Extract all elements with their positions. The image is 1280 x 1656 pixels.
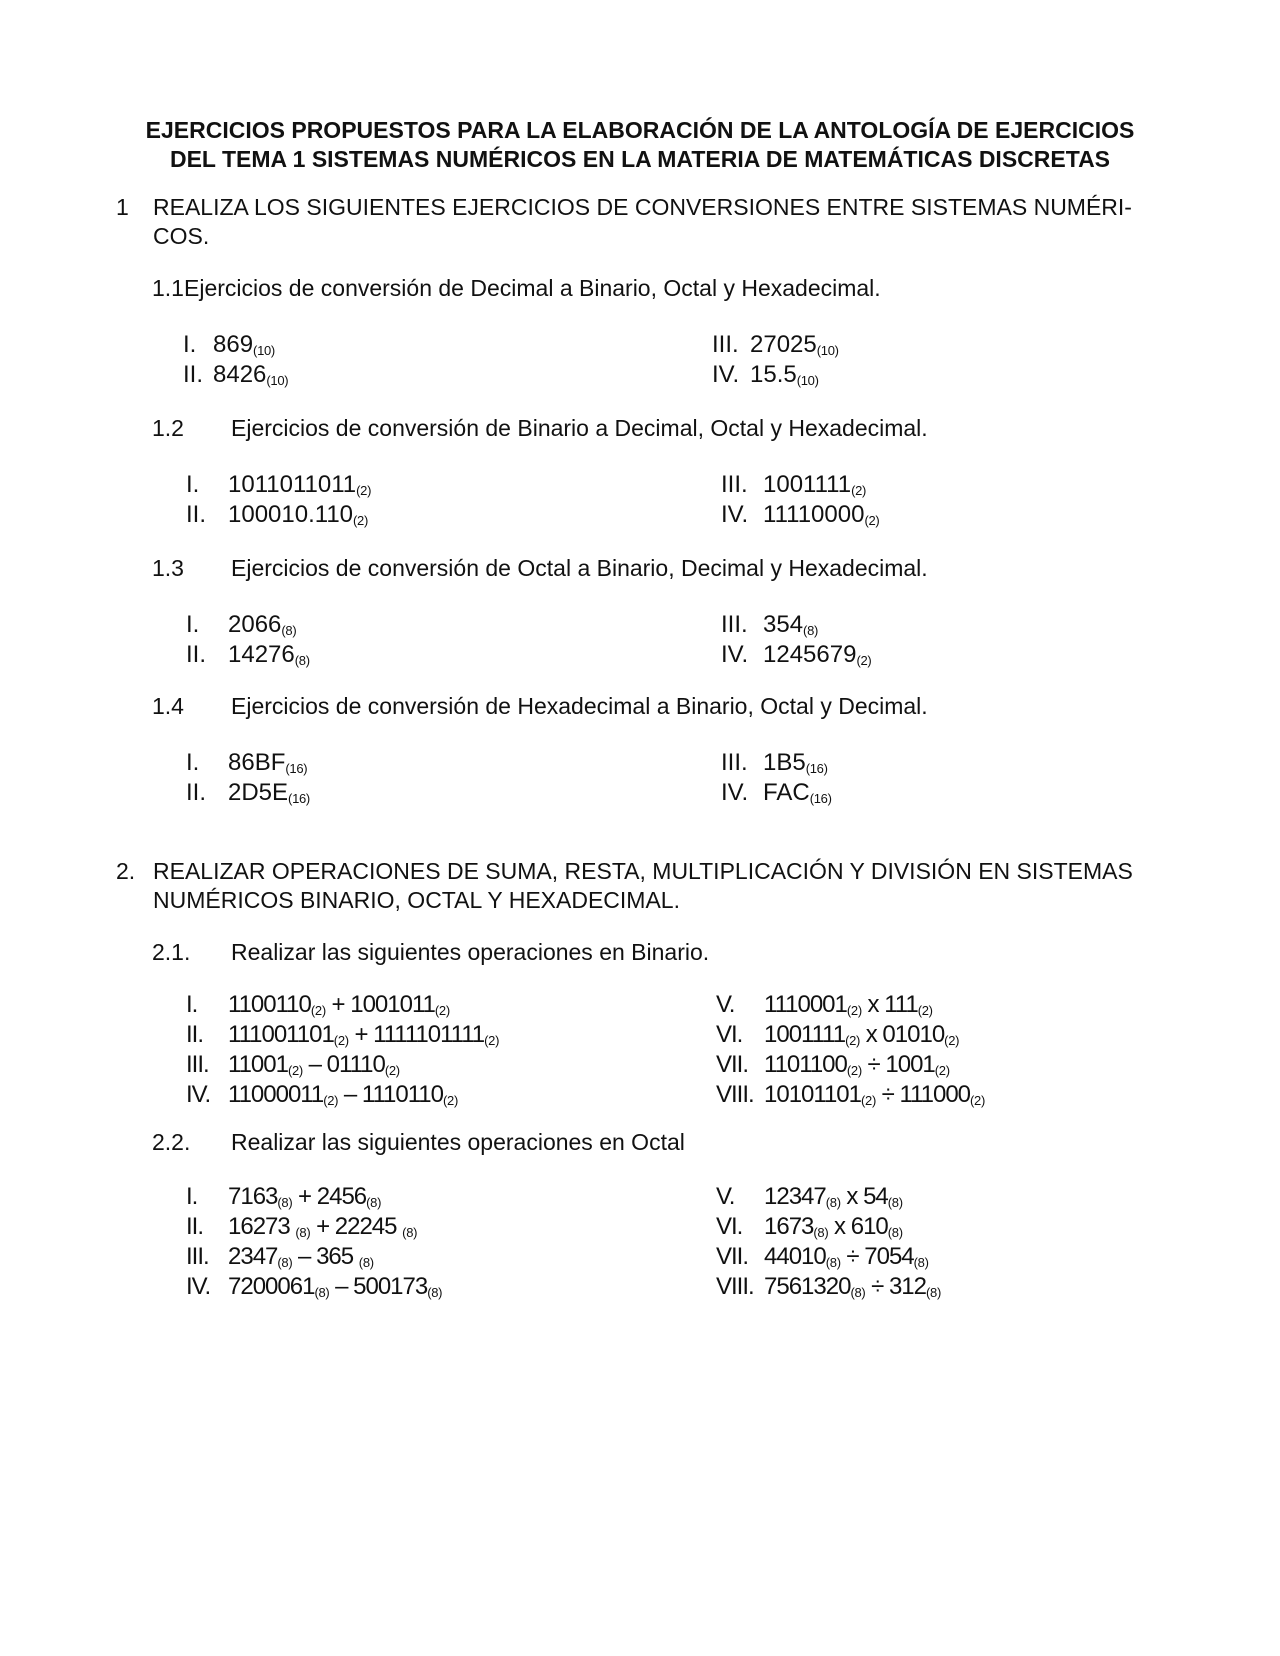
exercise-value xyxy=(764,1243,929,1270)
subsection-1-2-heading xyxy=(152,414,928,443)
subsection-number: 2.1. xyxy=(152,939,191,965)
subsection-1-1-heading xyxy=(152,274,881,303)
exercise-numeral: IV. xyxy=(721,501,749,528)
section-text xyxy=(153,857,1193,915)
exercise-numeral: VII. xyxy=(716,1243,749,1270)
number-base-subscript: (8) xyxy=(926,1285,941,1300)
exercise-value xyxy=(764,1273,941,1300)
exercise-item xyxy=(716,990,985,1020)
exercise-numeral: IV. xyxy=(186,1273,211,1300)
exercise-list-1-1-right xyxy=(712,330,839,390)
section-text-line-1: REALIZAR OPERACIONES DE SUMA, RESTA, MULTIPLICACIÓN Y DIVISIÓN EN SISTEMAS xyxy=(153,858,1133,884)
number-value: 2D5E xyxy=(228,779,289,806)
subsection-1-4-heading xyxy=(152,692,928,721)
section-number: 1 xyxy=(116,194,129,220)
number-base-subscript: (8) xyxy=(850,1285,866,1300)
subsection-number: 2.2. xyxy=(152,1129,191,1155)
subsection-number: 1.4 xyxy=(152,693,184,719)
exercise-numeral: V. xyxy=(716,1183,735,1210)
number-value: 354 xyxy=(763,611,804,638)
number-value: 11001 xyxy=(228,1051,288,1078)
number-value: – 500173 xyxy=(329,1273,428,1300)
exercise-numeral: II. xyxy=(186,641,207,668)
exercise-numeral: III. xyxy=(721,611,748,638)
exercise-item xyxy=(186,1182,442,1212)
exercise-item xyxy=(186,500,371,530)
exercise-item xyxy=(716,1212,941,1242)
exercise-value xyxy=(763,611,818,638)
title-line-1: EJERCICIOS PROPUESTOS PARA LA ELABORACIÓN DE LA ANTOLOGÍA DE EJERCICIOS xyxy=(145,117,1135,143)
number-base-subscript: (2) xyxy=(384,1063,400,1078)
exercise-value xyxy=(213,331,275,358)
number-base-subscript: (8) xyxy=(427,1285,443,1300)
number-value: ÷ 1001 xyxy=(861,1051,935,1078)
exercise-item xyxy=(716,1182,941,1212)
exercise-value xyxy=(228,1213,417,1240)
number-base-subscript: (2) xyxy=(861,1093,876,1108)
number-value: 1001111 xyxy=(763,471,852,498)
exercise-value xyxy=(228,501,368,528)
number-value: ÷ 312 xyxy=(865,1273,926,1300)
exercise-numeral: I. xyxy=(183,331,197,358)
exercise-item xyxy=(183,360,288,390)
exercise-numeral: I. xyxy=(186,1183,198,1210)
number-base-subscript: (8) xyxy=(813,1225,829,1240)
exercise-item xyxy=(186,470,371,500)
number-value: 7163 xyxy=(228,1183,278,1210)
exercise-list-2-1-left xyxy=(186,990,499,1110)
number-value: 7200061 xyxy=(228,1273,315,1300)
exercise-numeral: III. xyxy=(712,331,739,358)
exercise-numeral: II. xyxy=(186,1213,204,1240)
exercise-value xyxy=(228,1021,499,1048)
title-line-2: DEL TEMA 1 SISTEMAS NUMÉRICOS EN LA MATERIA DE MATEMÁTICAS DISCRETAS xyxy=(169,146,1111,172)
number-value: 100010.110 xyxy=(228,501,354,528)
number-base-subscript: (8) xyxy=(366,1195,382,1210)
exercise-value xyxy=(750,331,839,358)
number-base-subscript: (2) xyxy=(443,1093,458,1108)
exercise-numeral: IV. xyxy=(712,361,740,388)
number-value: 27025 xyxy=(750,331,817,358)
exercise-item xyxy=(186,1080,499,1110)
number-base-subscript: (2) xyxy=(310,1003,326,1018)
exercise-value xyxy=(764,1183,903,1210)
number-base-subscript: (8) xyxy=(825,1255,841,1270)
exercise-value xyxy=(228,991,450,1018)
number-value: 86BF xyxy=(228,749,286,776)
exercise-list-2-1-right xyxy=(716,990,985,1110)
number-value: 44010 xyxy=(764,1243,826,1270)
section-text xyxy=(153,193,1193,251)
number-value: – 01110 xyxy=(302,1051,385,1078)
exercise-numeral: VI. xyxy=(716,1021,743,1048)
section-text-line-1: REALIZA LOS SIGUIENTES EJERCICIOS DE CONVERSIONES ENTRE SISTEMAS NUMÉRI- xyxy=(153,194,1132,220)
number-base-subscript: (8) xyxy=(281,623,297,638)
exercise-item xyxy=(721,640,871,670)
exercise-list-2-2-right xyxy=(716,1182,941,1302)
number-value: + 22245 xyxy=(310,1213,403,1240)
number-value: 1B5 xyxy=(763,749,806,776)
exercise-numeral: IV. xyxy=(721,641,749,668)
exercise-list-1-2-left xyxy=(186,470,371,530)
number-value: 1245679 xyxy=(763,641,857,668)
exercise-item xyxy=(716,1050,985,1080)
exercise-numeral: II. xyxy=(186,779,207,806)
number-base-subscript: (8) xyxy=(887,1195,903,1210)
exercise-item xyxy=(186,990,499,1020)
exercise-item xyxy=(712,330,839,360)
number-base-subscript: (2) xyxy=(287,1063,303,1078)
exercise-value xyxy=(228,749,307,776)
subsection-text: Ejercicios de conversión de Octal a Binario, Decimal y Hexadecimal. xyxy=(231,555,928,581)
subsection-text: Ejercicios de conversión de Hexadecimal a Binario, Octal y Decimal. xyxy=(231,693,928,719)
exercise-numeral: IV. xyxy=(721,779,749,806)
number-value: 12347 xyxy=(764,1183,826,1210)
exercise-item xyxy=(186,1242,442,1272)
exercise-value xyxy=(228,641,310,668)
exercise-list-1-3-right xyxy=(721,610,871,670)
exercise-value xyxy=(228,1183,381,1210)
number-base-subscript: (2) xyxy=(970,1093,986,1108)
exercise-value xyxy=(228,1051,400,1078)
number-base-subscript: (2) xyxy=(846,1003,862,1018)
number-value: 1001111 xyxy=(764,1021,846,1048)
exercise-item xyxy=(186,1020,499,1050)
exercise-list-2-2-left xyxy=(186,1182,442,1302)
number-value: + 1111101111 xyxy=(348,1021,485,1048)
exercise-item xyxy=(721,610,871,640)
exercise-numeral: III. xyxy=(186,1243,209,1270)
exercise-value xyxy=(763,471,866,498)
exercise-value xyxy=(228,611,296,638)
exercise-item xyxy=(186,1272,442,1302)
number-base-subscript: (2) xyxy=(356,483,372,498)
number-base-subscript: (8) xyxy=(277,1195,293,1210)
number-value: 2066 xyxy=(228,611,282,638)
number-value: 1673 xyxy=(764,1213,814,1240)
exercise-numeral: VII. xyxy=(716,1051,749,1078)
exercise-value xyxy=(228,1243,374,1270)
exercise-value xyxy=(763,501,879,528)
number-value: 16273 xyxy=(228,1213,296,1240)
exercise-numeral: I. xyxy=(186,991,198,1018)
exercise-numeral: IV. xyxy=(186,1081,211,1108)
number-value: 1011011011 xyxy=(228,471,357,498)
exercise-value xyxy=(228,779,310,806)
number-value: + 1001011 xyxy=(325,991,435,1018)
exercise-value xyxy=(228,1081,458,1108)
exercise-item xyxy=(186,748,310,778)
number-base-subscript: (2) xyxy=(434,1003,450,1018)
number-value: FAC xyxy=(763,779,810,806)
number-value: – 1110110 xyxy=(338,1081,443,1108)
number-base-subscript: (2) xyxy=(864,513,880,528)
exercise-value xyxy=(764,1081,985,1108)
number-value: 1100110 xyxy=(228,991,311,1018)
exercise-value xyxy=(228,1273,442,1300)
exercise-item xyxy=(186,640,310,670)
number-value: x 610 xyxy=(828,1213,888,1240)
section-number: 2. xyxy=(116,858,136,884)
number-value: 10101101 xyxy=(764,1081,861,1108)
number-base-subscript: (8) xyxy=(913,1255,929,1270)
number-base-subscript: (2) xyxy=(944,1033,960,1048)
exercise-value xyxy=(750,361,819,388)
exercise-list-1-4-left xyxy=(186,748,310,808)
exercise-item xyxy=(716,1242,941,1272)
exercise-numeral: III. xyxy=(721,471,748,498)
exercise-item xyxy=(186,1212,442,1242)
number-base-subscript: (8) xyxy=(887,1225,903,1240)
number-value: 1101100 xyxy=(764,1051,847,1078)
exercise-item xyxy=(712,360,839,390)
number-base-subscript: (8) xyxy=(294,653,310,668)
subsection-text: Realizar las siguientes operaciones en Binario. xyxy=(231,939,710,965)
subsection-2-2-heading xyxy=(152,1128,685,1157)
exercise-item xyxy=(721,748,832,778)
number-value: ÷ 7054 xyxy=(840,1243,914,1270)
number-base-subscript: (2) xyxy=(917,1003,933,1018)
exercise-value xyxy=(763,749,828,776)
exercise-value xyxy=(764,1213,903,1240)
exercise-numeral: II. xyxy=(186,501,207,528)
exercise-value xyxy=(763,641,871,668)
exercise-value xyxy=(763,779,832,806)
exercise-item xyxy=(716,1020,985,1050)
exercise-list-1-4-right xyxy=(721,748,832,808)
number-base-subscript: (8) xyxy=(402,1225,418,1240)
exercise-value xyxy=(213,361,288,388)
exercise-item xyxy=(721,778,832,808)
document-title xyxy=(90,116,1190,174)
number-value: 14276 xyxy=(228,641,295,668)
subsection-number: 1.1 xyxy=(152,275,184,301)
exercise-numeral: VIII. xyxy=(716,1081,754,1108)
number-base-subscript: (16) xyxy=(805,761,828,776)
exercise-numeral: I. xyxy=(186,749,200,776)
number-value: ÷ 111000 xyxy=(876,1081,971,1108)
number-base-subscript: (2) xyxy=(845,1033,861,1048)
exercise-item xyxy=(716,1272,941,1302)
number-value: 11110000 xyxy=(763,501,865,528)
number-base-subscript: (16) xyxy=(809,791,832,806)
number-base-subscript: (2) xyxy=(851,483,867,498)
exercise-item xyxy=(721,470,879,500)
number-value: 2347 xyxy=(228,1243,278,1270)
subsection-text: Realizar las siguientes operaciones en Octal xyxy=(231,1129,685,1155)
number-value: 11000011 xyxy=(228,1081,324,1108)
number-value: x 111 xyxy=(861,991,918,1018)
exercise-value xyxy=(764,991,933,1018)
exercise-numeral: II. xyxy=(183,361,204,388)
exercise-value xyxy=(764,1051,950,1078)
number-base-subscript: (8) xyxy=(358,1255,374,1270)
exercise-value xyxy=(228,471,371,498)
number-base-subscript: (2) xyxy=(856,653,872,668)
number-value: 869 xyxy=(213,331,254,358)
number-base-subscript: (16) xyxy=(288,791,310,806)
number-base-subscript: (8) xyxy=(825,1195,841,1210)
number-base-subscript: (2) xyxy=(323,1093,339,1108)
subsection-text: Ejercicios de conversión de Decimal a Binario, Octal y Hexadecimal. xyxy=(184,275,881,301)
number-base-subscript: (8) xyxy=(277,1255,293,1270)
number-base-subscript: (8) xyxy=(803,623,819,638)
exercise-numeral: I. xyxy=(186,611,200,638)
section-text-line-2: NUMÉRICOS BINARIO, OCTAL Y HEXADECIMAL. xyxy=(153,887,680,913)
exercise-numeral: III. xyxy=(186,1051,209,1078)
exercise-list-1-1-left xyxy=(183,330,288,390)
number-base-subscript: (2) xyxy=(333,1033,349,1048)
number-value: – 365 xyxy=(292,1243,359,1270)
number-base-subscript: (16) xyxy=(285,761,308,776)
exercise-list-1-2-right xyxy=(721,470,879,530)
number-base-subscript: (2) xyxy=(353,513,369,528)
number-base-subscript: (8) xyxy=(314,1285,330,1300)
number-base-subscript: (10) xyxy=(816,343,839,358)
number-base-subscript: (10) xyxy=(796,373,819,388)
number-value: 8426 xyxy=(213,361,267,388)
exercise-numeral: V. xyxy=(716,991,735,1018)
exercise-numeral: I. xyxy=(186,471,200,498)
exercise-item xyxy=(716,1080,985,1110)
number-value: 111001101 xyxy=(228,1021,334,1048)
number-value: 1110001 xyxy=(764,991,847,1018)
exercise-value xyxy=(764,1021,959,1048)
number-base-subscript: (2) xyxy=(934,1063,950,1078)
number-value: + 2456 xyxy=(292,1183,367,1210)
subsection-1-3-heading xyxy=(152,554,928,583)
subsection-text: Ejercicios de conversión de Binario a Decimal, Octal y Hexadecimal. xyxy=(231,415,928,441)
exercise-numeral: VI. xyxy=(716,1213,743,1240)
number-value: 15.5 xyxy=(750,361,797,388)
exercise-item xyxy=(721,500,879,530)
exercise-item xyxy=(183,330,288,360)
exercise-numeral: II. xyxy=(186,1021,204,1048)
number-value: 7561320 xyxy=(764,1273,851,1300)
number-base-subscript: (10) xyxy=(266,373,289,388)
subsection-number: 1.2 xyxy=(152,415,184,441)
exercise-numeral: III. xyxy=(721,749,748,776)
subsection-number: 1.3 xyxy=(152,555,184,581)
exercise-item xyxy=(186,778,310,808)
exercise-numeral: VIII. xyxy=(716,1273,754,1300)
exercise-item xyxy=(186,610,310,640)
section-text-line-2: COS. xyxy=(153,223,210,249)
number-base-subscript: (2) xyxy=(484,1033,500,1048)
exercise-item xyxy=(186,1050,499,1080)
number-value: x 54 xyxy=(840,1183,888,1210)
number-base-subscript: (8) xyxy=(295,1225,311,1240)
exercise-list-1-3-left xyxy=(186,610,310,670)
subsection-2-1-heading xyxy=(152,938,710,967)
number-value: x 01010 xyxy=(860,1021,945,1048)
number-base-subscript: (10) xyxy=(253,343,275,358)
number-base-subscript: (2) xyxy=(846,1063,862,1078)
